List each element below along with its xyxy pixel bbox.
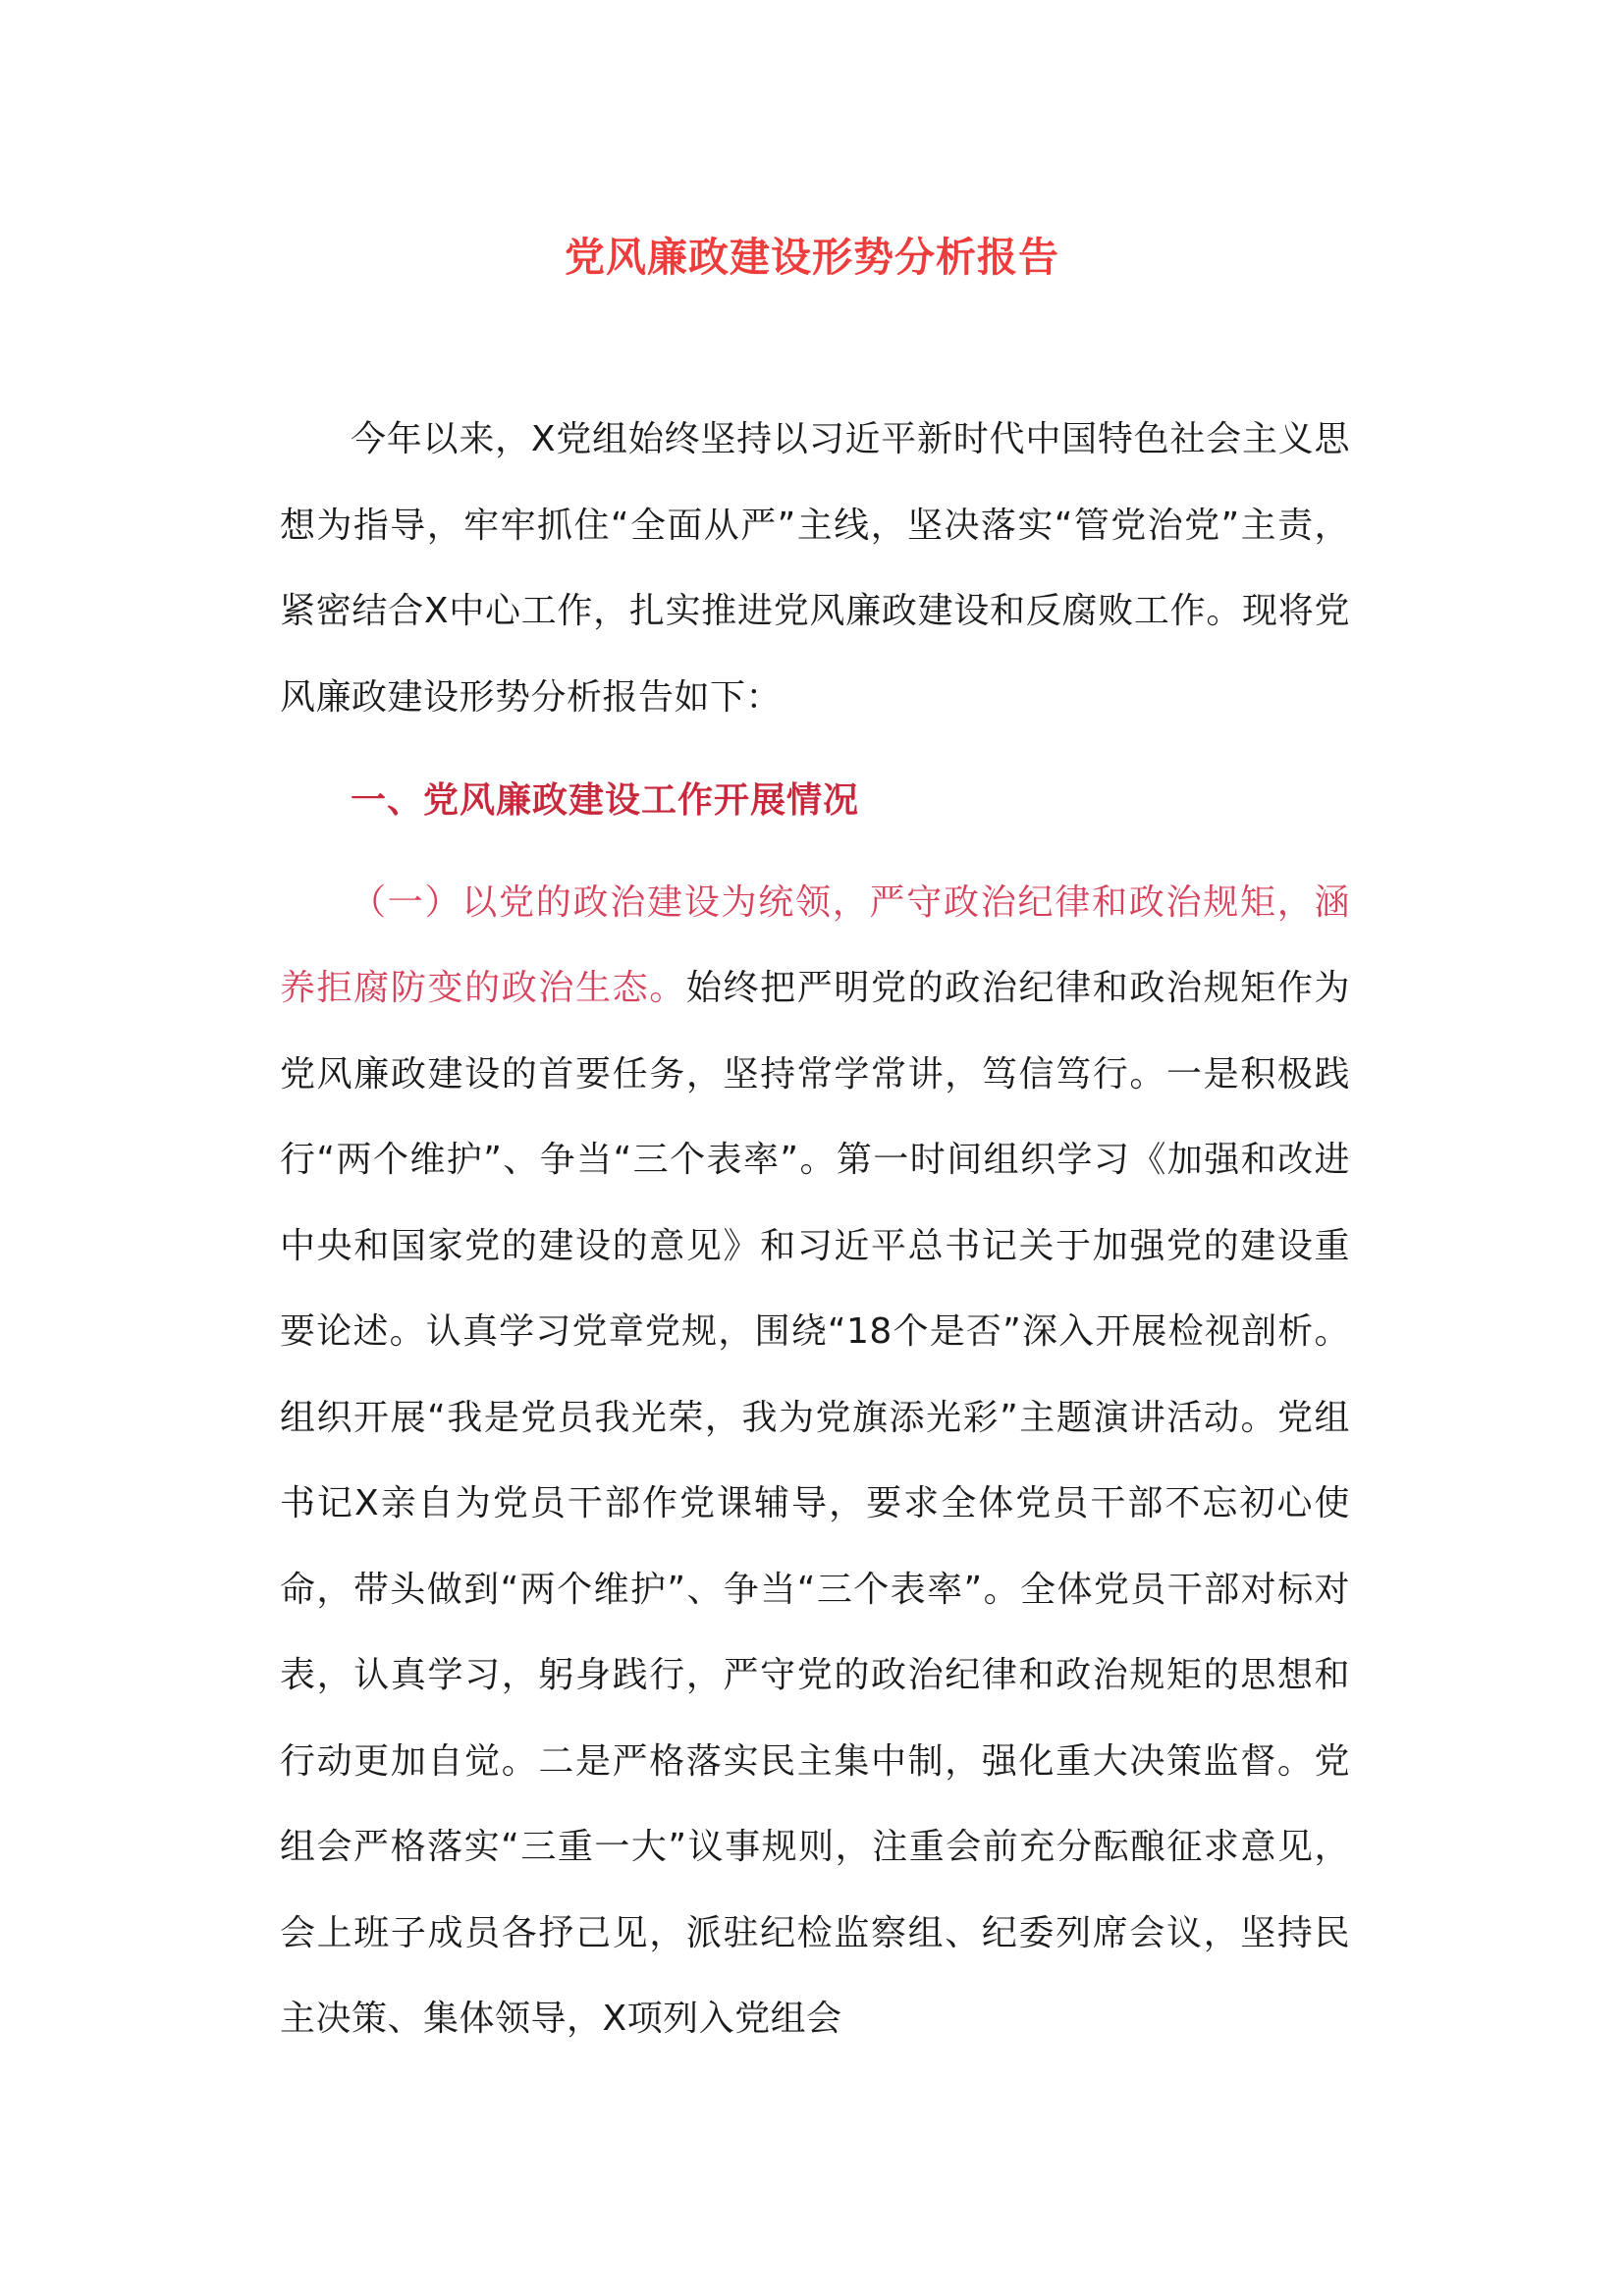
subsection-body-1: 始终把严明党的政治纪律和政治规矩作为党风廉政建设的首要任务，坚持常学常讲，笃信笃行。一是积极践行“两个维护”、争当“三个表率”。第一时间组织学习《加强和改进中央和国家党的建设的意见》和习近平总书记关于加强党的建设重要论述。认真学习党章党规，围绕“18个是否”深入开展检视剖析。组织开展“我是党员我光荣，我为党旗添光彩”主题演讲活动。党组书记X亲自为党员干部作党课辅导，要求全体党员干部不忘初心使命，带头做到“两个维护”、争当“三个表率”。全体党员干部对标对表，认真学习，躬身践行，严守党的政治纪律和政治规矩的思想和行动更加自觉。二是严格落实民主集中制，强化重大决策监督。党组会严格落实“三重一大”议事规则，注重会前充分酝酿征求意见，会上班子成员各抒己见，派驻纪检监察组、纪委列席会议，坚持民主决策、集体领导，X项列入党组会 — [280, 968, 1350, 2039]
section-heading-1: 一、党风廉政建设工作开展情况 — [351, 780, 860, 821]
intro-paragraph: 今年以来，X党组始终坚持以习近平新时代中国特色社会主义思想为指导，牢牢抓住“全面从严”主线，坚决落实“管党治党”主责，紧密结合X中心工作，扎实推进党风廉政建设和反腐败工作。现将党风廉政建设形势分析报告如下： — [280, 419, 1350, 718]
subsection-heading-1: （一）以党的政治建设为统领，严守政治纪律和政治规矩，涵养拒腐防变的政治生态。 — [280, 881, 1350, 1008]
document-title: 党风廉政建设形势分析报告 — [565, 234, 1059, 281]
subsection-paragraph-1 — [280, 860, 1350, 2062]
document-body — [280, 397, 1350, 2062]
